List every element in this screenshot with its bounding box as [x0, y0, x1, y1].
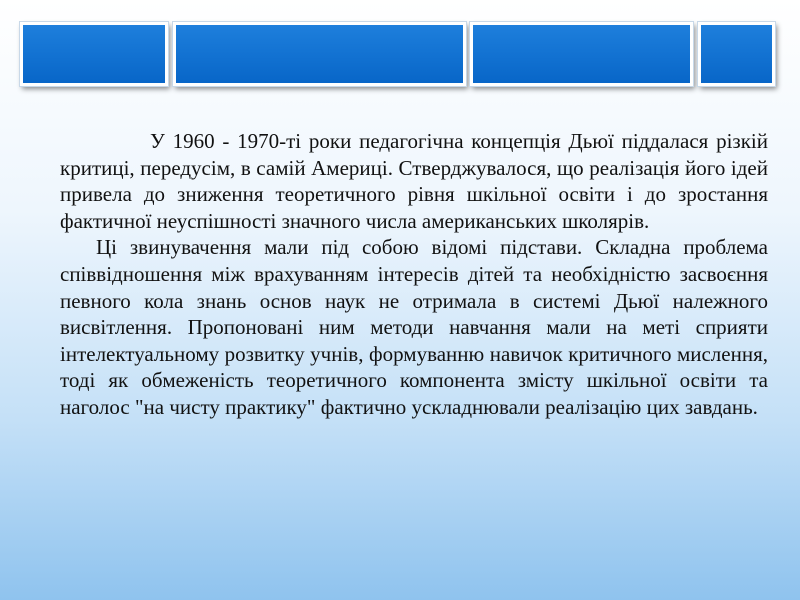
slide-body-text	[60, 128, 768, 421]
header-block-4	[698, 22, 775, 86]
header-block-2	[173, 22, 466, 86]
paragraph-2: Ці звинувачення мали під собою відомі підстави. Складна проблема співвідношення між врахуванням інтересів дітей та необхідністю засвоєння певного кола знань основ наук не отримала в системі Дьюї належного висвітлення. Пропоновані ним методи навчання мали на меті сприяти інтелектуальному розвитку учнів, формуванню навичок критичного мислення, тоді як обмеженість теоретичного компонента змісту шкільної освіти та наголос "на чисту практику" фактично ускладнювали реалізацію цих завдань.	[60, 235, 768, 419]
header-block-3	[470, 22, 693, 86]
header-block-1	[20, 22, 168, 86]
paragraph-1: У 1960 - 1970-ті роки педагогічна концепція Дьюї піддалася різкій критиці, передусім, в самій Америці. Стверджувалося, що реалізація його ідей привела до зниження теоретичного рівня шкільної освіти і до зростання фактичної неуспішності значного числа американських школярів.	[60, 129, 768, 233]
header-decoration	[0, 0, 800, 100]
